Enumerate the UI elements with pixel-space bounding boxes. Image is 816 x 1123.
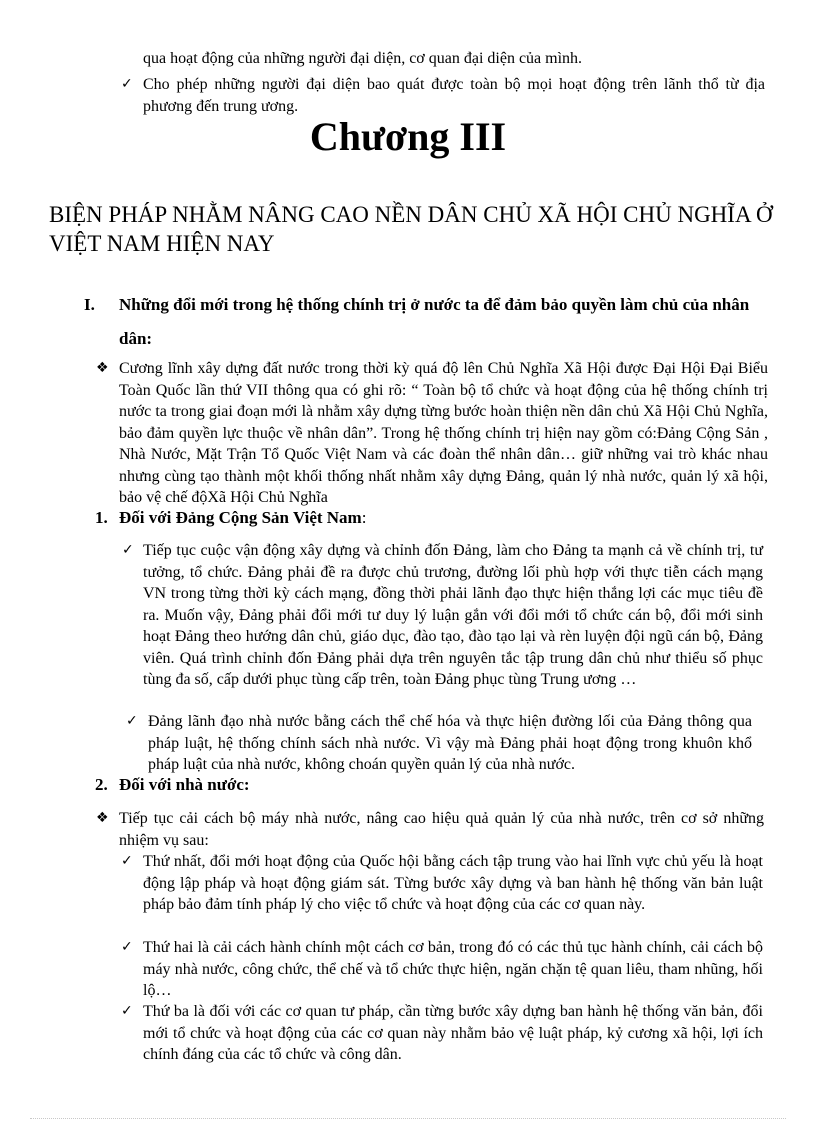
list-item: Đảng lãnh đạo nhà nước bằng cách thể chế hóa và thực hiện đường lối của Đảng thông qua pháp luật, hệ thống chính sách nhà nước. Vì vậy mà Đảng phải hoạt động trong khuôn khổ pháp luật của nhà nước, không choán quyền quản lý của nhà nước. — [148, 713, 752, 773]
list-item: Thứ hai là cải cách hành chính một cách cơ bản, trong đó có các thủ tục hành chính, cải cách bộ máy nhà nước, công chức, thể chế và tổ chức thực hiện, ngăn chặn tệ quan liêu, tham nhũng, hối lộ… — [143, 939, 763, 999]
subsection-title-text: Đối với Đảng Cộng Sản Việt Nam — [119, 508, 362, 527]
subsection-title-suffix: : — [361, 508, 367, 527]
check-icon: ✓ — [121, 853, 133, 869]
subsection-number: 2. — [95, 775, 108, 794]
list-item: Tiếp tục cuộc vận động xây dựng và chỉnh đốn Đảng, làm cho Đảng ta mạnh cả về chính trị, tư tưởng, tổ chức. Đảng phải đề ra được chủ trương, đường lối phù hợp với thực tiễn cách mạng VN trong từng thời kỳ cách mạng, đồng thời phải lãnh đạo thực hiện thắng lợi các mục tiêu đề ra. Muốn vậy, Đảng phải đổi mới tư duy lý luận gắn với đổi mới tổ chức cán bộ, đổi mới sinh hoạt Đảng theo hướng dân chủ, giáo dục, đào tạo, đào tạo lại và rèn luyện đội ngũ cán bộ, Đảng viên. Quá trình chỉnh đốn Đảng phải dựa trên nguyên tắc tập trung dân chủ như thiểu số phục tùng đa số, cấp dưới phục tùng cấp trên, toàn Đảng phục tùng Trung ương … — [143, 542, 763, 688]
check-icon: ✓ — [122, 542, 134, 558]
page-bottom-rule — [30, 1118, 786, 1119]
section-title: Những đổi mới trong hệ thống chính trị ở nước ta để đảm bảo quyền làm chủ của nhân dân: — [119, 295, 750, 348]
check-icon: ✓ — [121, 76, 133, 92]
subsection-title: Đối với nhà nước: — [119, 775, 250, 794]
section-number: I. — [84, 295, 95, 314]
check-item-text: Cho phép những người đại diện bao quát được toàn bộ mọi hoạt động trên lãnh thổ từ địa phương đến trung ương. — [143, 76, 765, 115]
continuation-text: qua hoạt động của những người đại diện, cơ quan đại diện của mình. — [143, 50, 583, 67]
main-title: BIỆN PHÁP NHẰM NÂNG CAO NỀN DÂN CHỦ XÃ HỘI CHỦ NGHĨA Ở VIỆT NAM HIỆN NAY — [49, 202, 773, 256]
list-item: Thứ ba là đối với các cơ quan tư pháp, cần từng bước xây dựng ban hành hệ thống văn bản, đổi mới tổ chức và hoạt động của các cơ quan này nhằm bảo vệ luật pháp, kỷ cương xã hội, lợi ích chính đáng của các tổ chức và công dân. — [143, 1003, 763, 1063]
list-item: Thứ nhất, đổi mới hoạt động của Quốc hội bằng cách tập trung vào hai lĩnh vực chủ yếu là hoạt động lập pháp và hoạt động giám sát. Từng bước xây dựng và ban hành hệ thống văn bản luật pháp bảo đảm tính pháp lý cho việc tổ chức và hoạt động của các cơ quan này. — [143, 853, 763, 913]
intro-paragraph: Cương lĩnh xây dựng đất nước trong thời kỳ quá độ lên Chủ Nghĩa Xã Hội được Đại Hội Đại Biểu Toàn Quốc lần thứ VII thông qua có ghi rõ: “ Toàn bộ tổ chức và hoạt động của hệ thống chính trị nước ta trong giai đoạn mới là nhằm xây dựng từng bước hoàn thiện nền dân chủ Xã Hội Chủ Nghĩa, bảo đảm quyền lực thuộc về nhân dân”. Trong hệ thống chính trị hiện nay gồm có:Đảng Cộng Sản , Nhà Nước, Mặt Trận Tổ Quốc Việt Nam và các đoàn thể nhân dân… giữ những vai trò khác nhau nhưng cùng tạo thành một khối thống nhất nhằm xây dựng Đảng, quản lý nhà nước, quản lý xã hội, bảo vệ chế độXã Hội Chủ Nghĩa — [119, 360, 768, 506]
check-icon: ✓ — [121, 939, 133, 955]
chapter-title: Chương III — [309, 114, 507, 159]
check-icon: ✓ — [126, 713, 138, 729]
diamond-icon: ❖ — [96, 360, 109, 376]
subsection-title — [119, 507, 366, 529]
diamond-icon: ❖ — [96, 810, 109, 826]
check-icon: ✓ — [121, 1003, 133, 1019]
list-lead: Tiếp tục cải cách bộ máy nhà nước, nâng cao hiệu quả quản lý của nhà nước, trên cơ sở những nhiệm vụ sau: — [119, 810, 764, 849]
subsection-number: 1. — [95, 508, 108, 527]
